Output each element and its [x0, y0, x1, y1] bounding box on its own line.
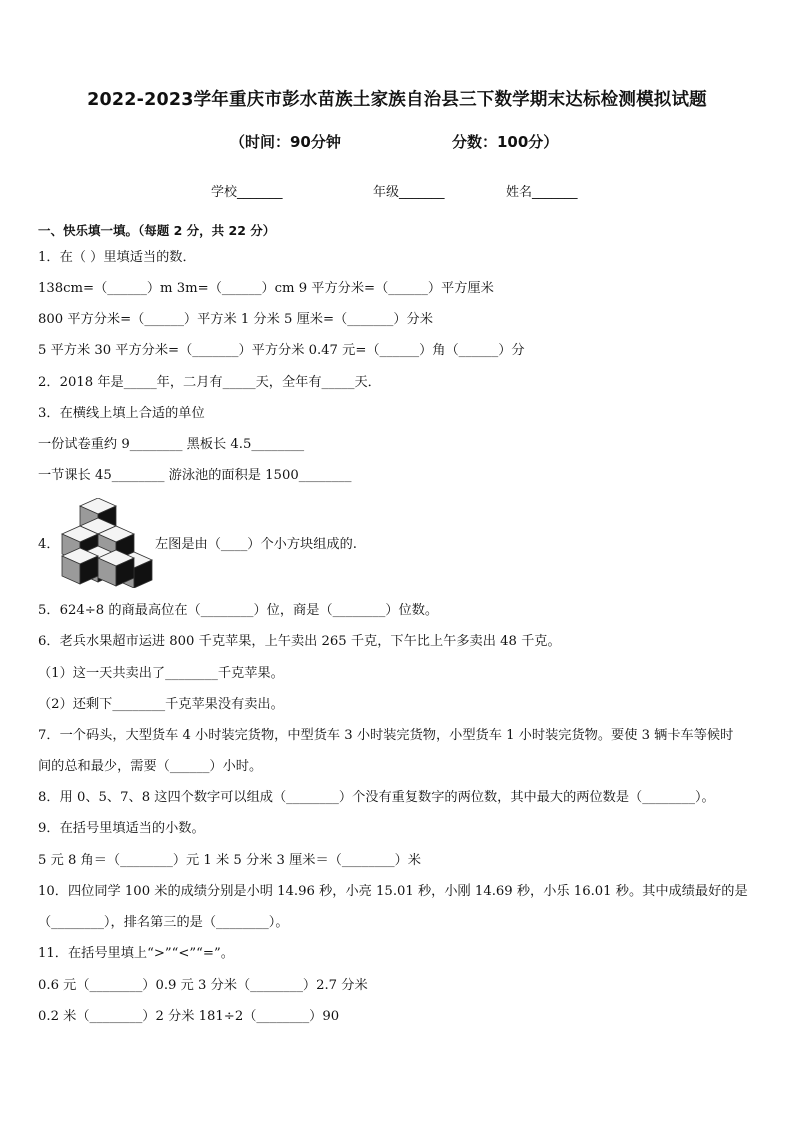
- q10-line1: 10．四位同学 100 米的成绩分别是小明 14.96 秒，小亮 15.01 秒，小刚 14.69 秒，小乐 16.01 秒。其中成绩最好的是: [38, 884, 748, 899]
- exam-score: 分数：100分）: [452, 133, 559, 151]
- q4-text: 左图是由（____）个小方块组成的.: [155, 537, 358, 552]
- q7-line1: 7．一个码头，大型货车 4 小时装完货物，中型货车 3 小时装完货物，小型货车 1 小时装完货物。要使 3 辆卡车等候时: [38, 728, 734, 743]
- section-heading: 一、快乐填一填。（每题 2 分，共 22 分）: [38, 223, 276, 238]
- q6-part2: （2）还剩下________千克苹果没有卖出。: [38, 697, 284, 712]
- q8: 8．用 0、5、7、8 这四个数字可以组成（________）个没有重复数字的两位数，其中最大的两位数是（________）。: [38, 790, 715, 805]
- exam-title: 2022-2023学年重庆市彭水苗族土家族自治县三下数学期末达标检测模拟试题: [87, 90, 707, 110]
- q1-row2: 800 平方分米=（______）平方米 1 分米 5 厘米=（_______）分米: [38, 312, 433, 327]
- q1-stem: 1．在（ ）里填适当的数．: [38, 250, 196, 265]
- q2: 2．2018 年是_____年，二月有_____天，全年有_____天．: [38, 375, 381, 390]
- school-field: 学校_______: [211, 185, 283, 200]
- cube-stack-figure: [58, 498, 154, 588]
- q1-row3: 5 平方米 30 平方分米=（_______）平方分米 0.47 元=（______）角（______）分: [38, 343, 525, 358]
- q7-line2: 间的总和最少，需要（______）小时。: [38, 759, 263, 774]
- q3-row2: 一节课长 45________ 游泳池的面积是 1500________: [38, 468, 352, 483]
- q11-stem: 11．在括号里填上“>”“<”“=”。: [38, 946, 234, 961]
- q10-line2: （________），排名第三的是（________）。: [38, 915, 289, 930]
- q11-row1: 0.6 元（________）0.9 元 3 分米（________）2.7 分米: [38, 978, 368, 993]
- q3-row1: 一份试卷重约 9________ 黑板长 4.5________: [38, 437, 305, 452]
- q9-stem: 9．在括号里填适当的小数。: [38, 821, 205, 836]
- q9-row: 5 元 8 角＝（________）元 1 米 5 分米 3 厘米＝（________）米: [38, 853, 421, 868]
- q6-part1: （1）这一天共卖出了________千克苹果。: [38, 666, 284, 681]
- q1-row1: 138cm=（______）m 3m=（______）cm 9 平方分米=（______）平方厘米: [38, 281, 494, 296]
- exam-time: （时间：90分钟: [230, 133, 341, 151]
- grade-field: 年级_______: [373, 185, 445, 200]
- q4-number: 4．: [38, 537, 60, 552]
- q11-row2: 0.2 米（________）2 分米 181÷2（________）90: [38, 1009, 340, 1024]
- q3-stem: 3．在横线上填上合适的单位: [38, 406, 205, 421]
- q6-stem: 6．老兵水果超市运进 800 千克苹果，上午卖出 265 千克，下午比上午多卖出 48 千克。: [38, 634, 561, 649]
- q5: 5．624÷8 的商最高位在（________）位，商是（________）位数。: [38, 603, 439, 618]
- name-field: 姓名_______: [506, 185, 578, 200]
